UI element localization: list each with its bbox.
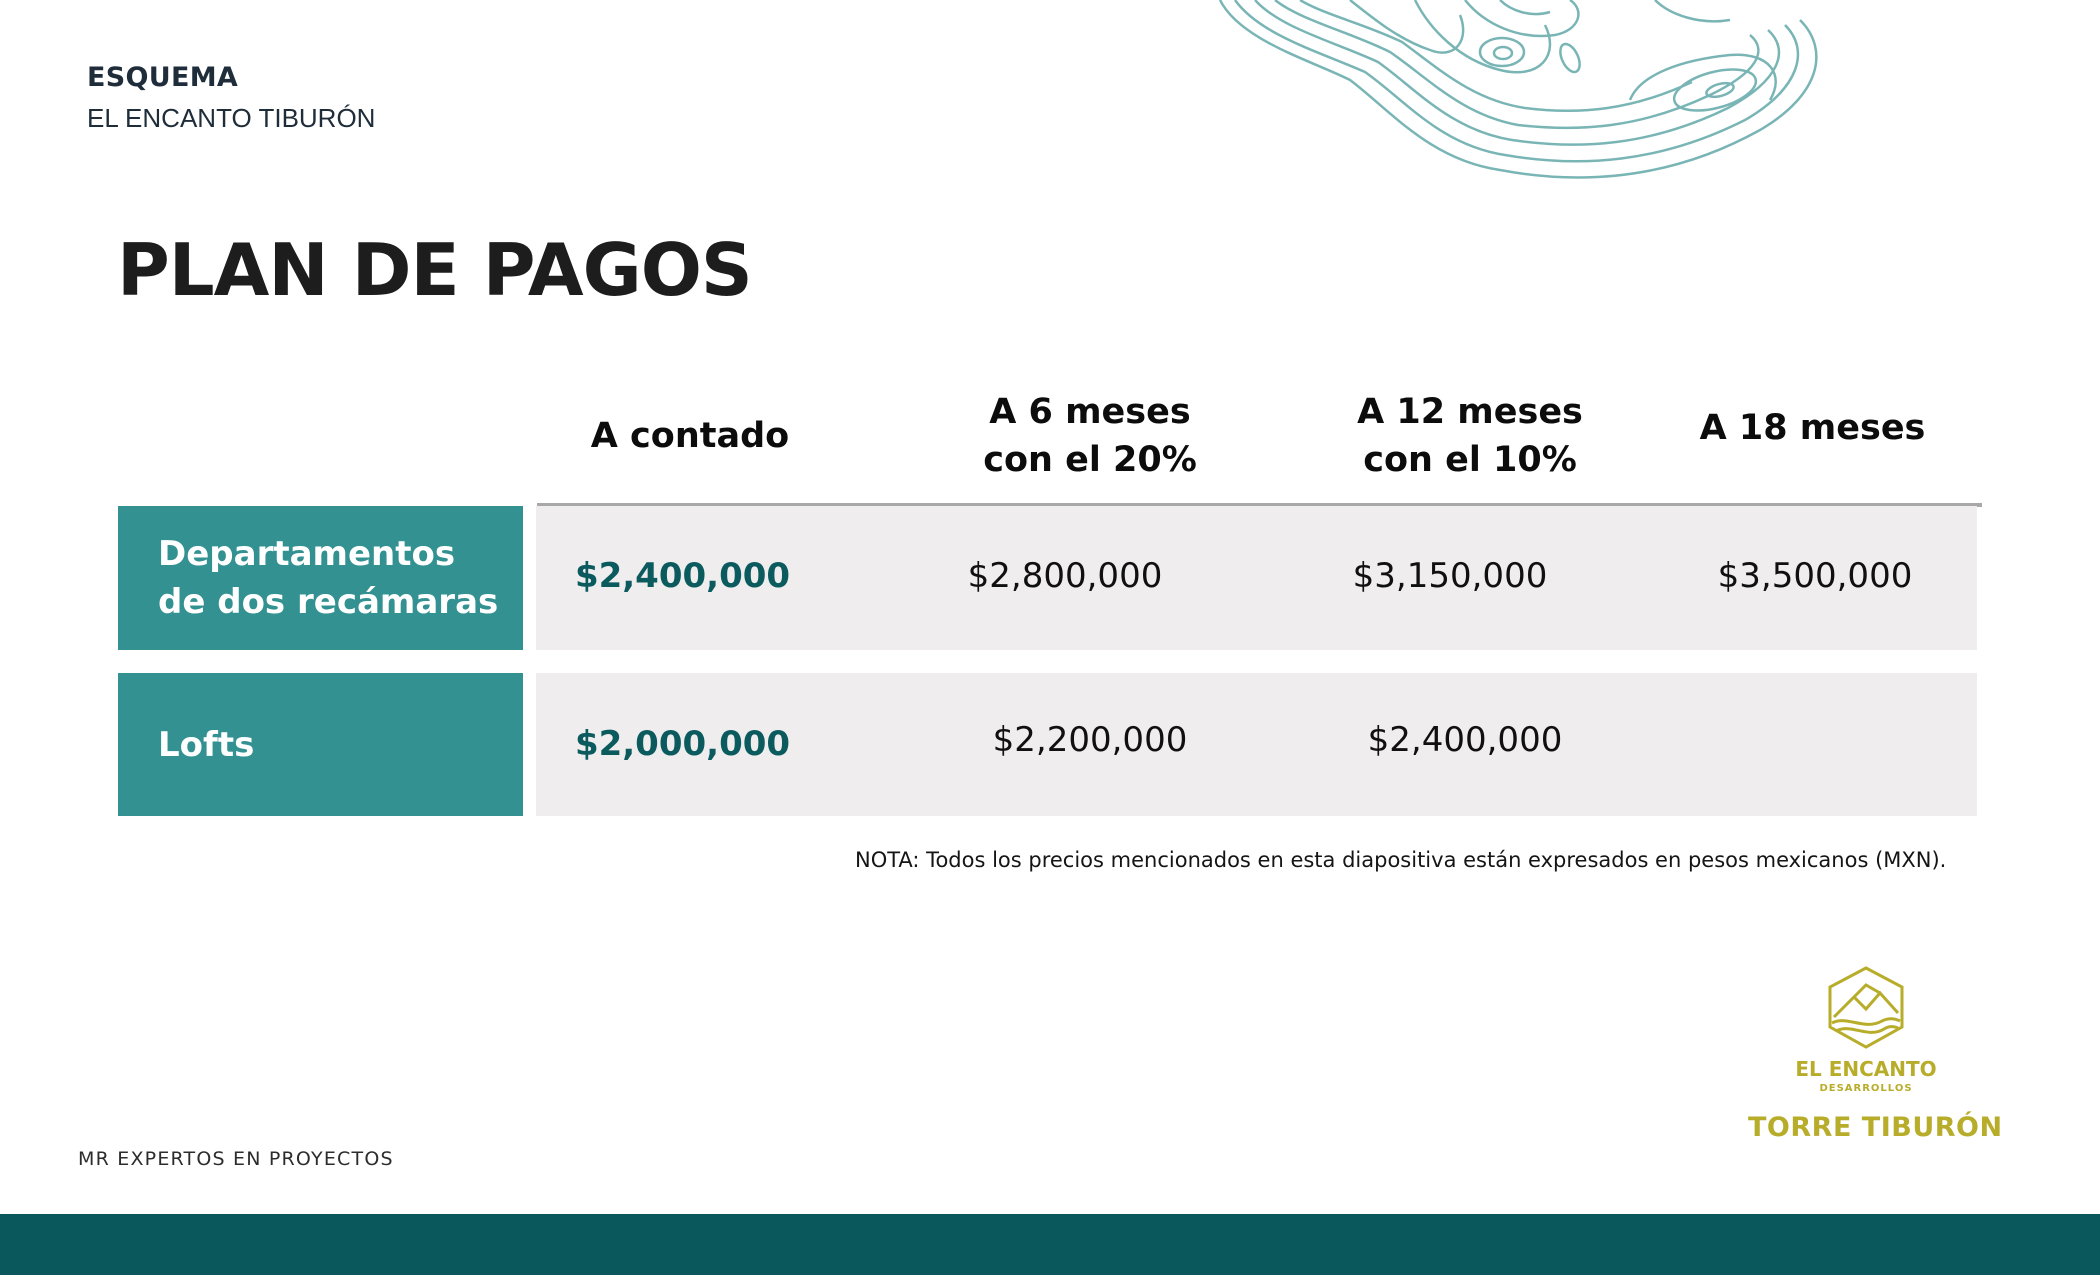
column-header-18-meses <box>1680 404 1945 452</box>
row-label-line: de dos recámaras <box>158 582 499 622</box>
header-subtitle: EL ENCANTO TIBURÓN <box>87 103 376 133</box>
price-cell: $2,800,000 <box>967 556 1163 596</box>
price-cell: $2,400,000 <box>574 556 791 596</box>
column-header-line: A contado <box>590 416 790 456</box>
logo-name: EL ENCANTO <box>1795 1057 1937 1081</box>
row-label-departamentos <box>118 506 523 650</box>
column-header-6-meses <box>940 388 1240 484</box>
page-title: PLAN DE PAGOS <box>117 228 752 312</box>
logo-tagline: DESARROLLOS <box>1819 1083 1913 1094</box>
column-header-line: A 12 meses <box>1357 392 1583 432</box>
price-cell: $2,200,000 <box>992 720 1188 760</box>
column-header-line: A 18 meses <box>1699 408 1926 448</box>
column-header-line: con el 10% <box>1363 440 1577 480</box>
brand-logo <box>1793 965 1939 1094</box>
price-cell: $3,500,000 <box>1717 556 1913 596</box>
price-cell: $3,150,000 <box>1352 556 1548 596</box>
topographic-contour-icon <box>1200 0 1840 230</box>
column-header-line: con el 20% <box>983 440 1197 480</box>
header-label: ESQUEMA <box>87 62 239 93</box>
price-note: NOTA: Todos los precios mencionados en esta diapositiva están expresados en pesos mexicanos (MXN). <box>855 848 1947 872</box>
price-cell: $2,400,000 <box>1367 720 1563 760</box>
column-header-contado <box>555 412 825 460</box>
price-cell: $2,000,000 <box>574 724 791 764</box>
row-label-lofts <box>118 673 523 816</box>
mountain-hexagon-logo-icon <box>1824 965 1908 1051</box>
column-header-line: A 6 meses <box>989 392 1191 432</box>
column-header-12-meses <box>1320 388 1620 484</box>
footer-company: MR EXPERTOS EN PROYECTOS <box>78 1148 394 1170</box>
row-label-line: Departamentos <box>158 534 456 574</box>
bottom-bar <box>0 1214 2100 1275</box>
header-brand <box>87 62 375 134</box>
project-name: TORRE TIBURÓN <box>1748 1112 2003 1143</box>
row-label-line: Lofts <box>158 724 255 765</box>
